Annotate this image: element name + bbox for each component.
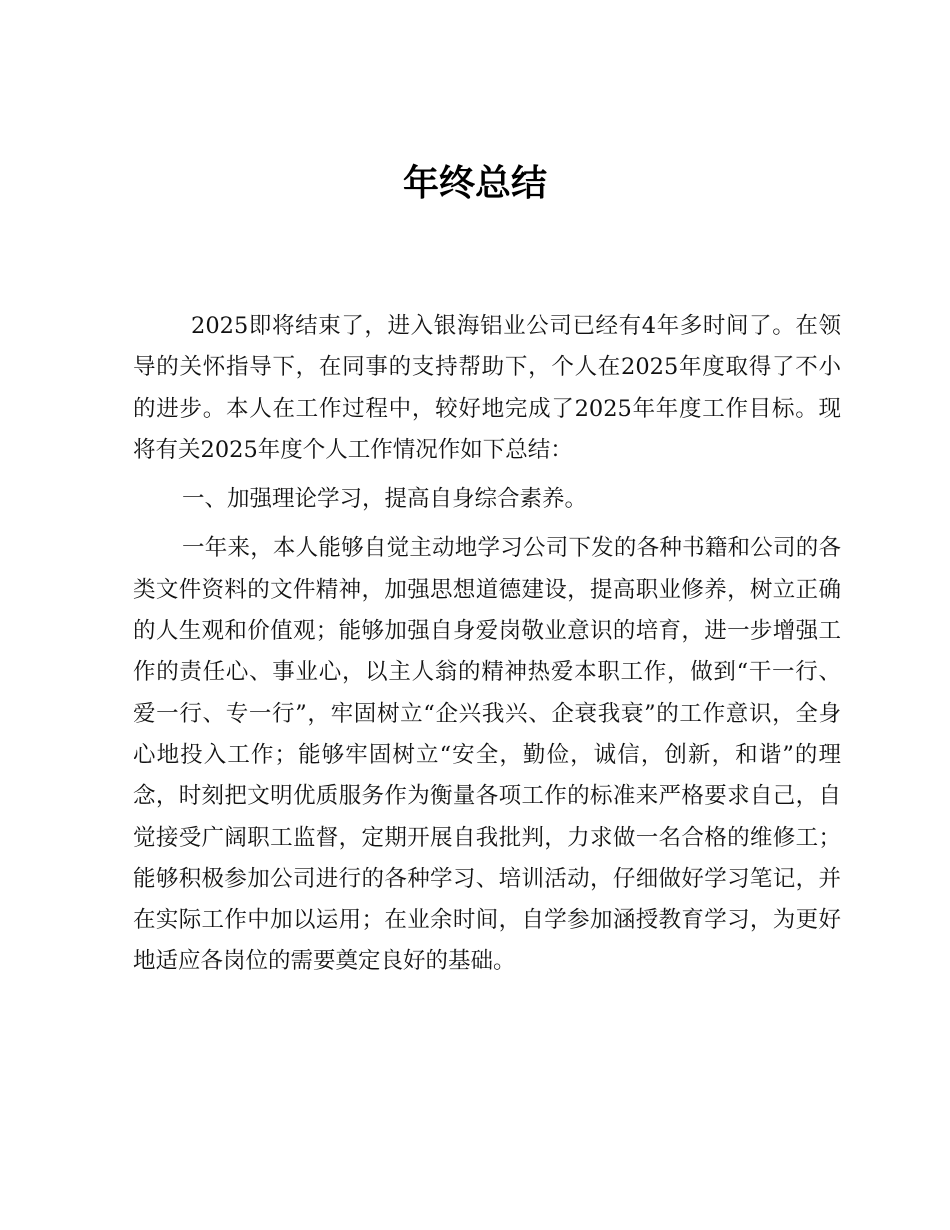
paragraph-section-1: 一年来，本人能够自觉主动地学习公司下发的各种书籍和公司的各类文件资料的文件精神，加强思想道德建设，提高职业修养，树立正确的人生观和价值观；能够加强自身爱岗敬业意识的培育，进一步增强工作的责任心、事业心，以主人翁的精神热爱本职工作，做到“干一行、爱一行、专一行”，牢固树立“企兴我兴、企衰我衰”的工作意识，全身心地投入工作；能够牢固树立“安全，勤俭，诚信，创新，和谐”的理念，时刻把文明优质服务作为衡量各项工作的标准来严格要求自己，自觉接受广阔职工监督，定期开展自我批判，力求做一名合格的维修工；能够积极参加公司进行的各种学习、培训活动，仔细做好学习笔记，并在实际工作中加以运用；在业余时间，自学参加涵授教育学习，为更好地适应各岗位的需要奠定良好的基础。 [133, 535, 841, 975]
section-heading-1: 一、加强理论学习，提高自身综合素养。 [182, 486, 588, 513]
document-body [133, 306, 841, 991]
paragraph-intro: 2025即将结束了，进入银海铝业公司已经有4年多时间了。在领导的关怀指导下，在同事的支持帮助下，个人在2025年度取得了不小的进步。本人在工作过程中，较好地完成了2025年年度工作目标。现将有关2025年度个人工作情况作如下总结： [133, 313, 841, 463]
document-title: 年终总结 [402, 163, 547, 204]
